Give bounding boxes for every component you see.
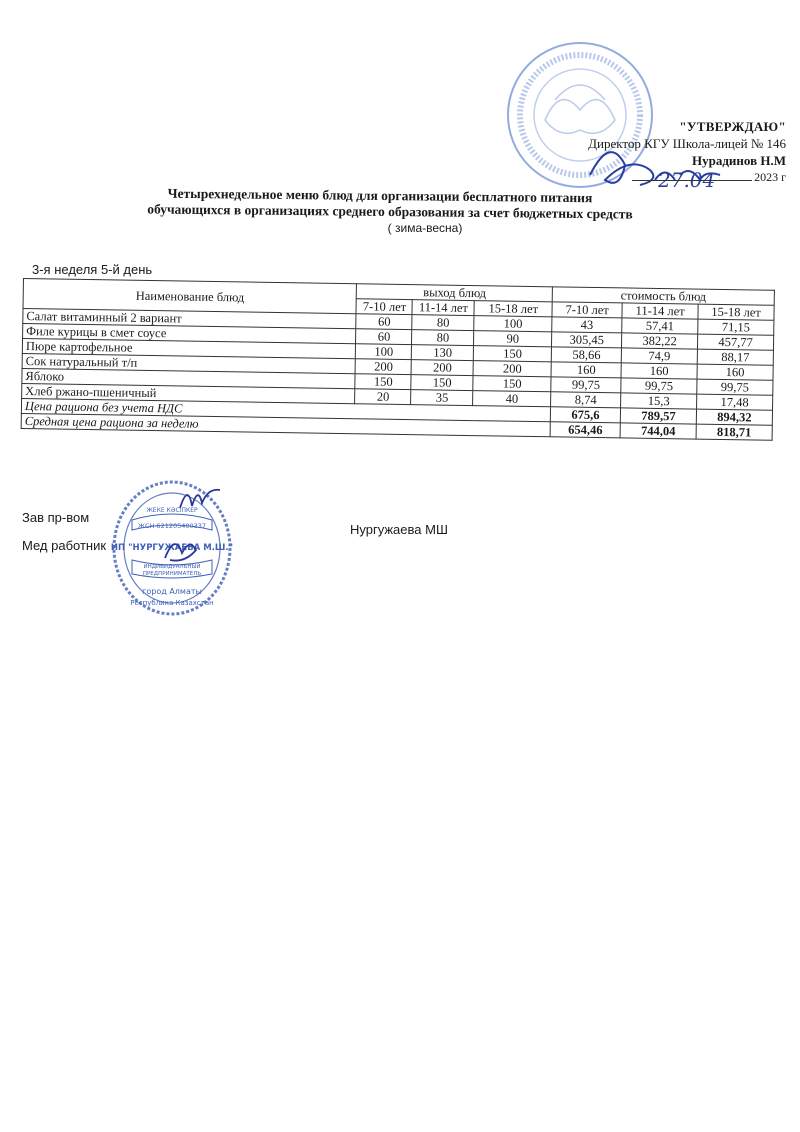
approval-year: 2023 г (754, 170, 786, 184)
dish-name: Филе курицы в смет соусе (23, 324, 357, 344)
cost-value: 71,15 (698, 319, 774, 335)
header-output: выход блюд (357, 284, 553, 302)
header-output-age: 11-14 лет (412, 300, 474, 316)
output-value: 60 (356, 314, 412, 330)
weekly-cost: 744,04 (620, 423, 696, 439)
output-value: 150 (474, 346, 552, 362)
title-season: ( зима-весна) (387, 221, 463, 235)
output-value: 130 (412, 345, 474, 361)
total-label: Цена рациона без учета НДС (21, 398, 550, 421)
cost-value: 74,9 (621, 348, 697, 364)
output-value: 100 (474, 316, 552, 332)
dish-name: Хлеб ржано-пшеничный (22, 383, 356, 403)
menu-table (21, 278, 775, 441)
total-cost: 894,32 (696, 409, 772, 425)
cost-value: 15,3 (621, 393, 697, 409)
output-value: 200 (355, 359, 411, 375)
svg-text:ПРЕДПРИНИМАТЕЛЬ: ПРЕДПРИНИМАТЕЛЬ (142, 571, 202, 577)
weekly-label: Средная цена рациона за неделю (21, 413, 550, 436)
output-value: 150 (355, 374, 411, 390)
output-value: 150 (411, 375, 473, 391)
approver-name: Нурадинов Н.М (692, 153, 786, 168)
output-value: 40 (473, 391, 551, 407)
cost-value: 43 (552, 317, 622, 333)
header-cost: стоимость блюд (552, 287, 774, 305)
document-title (0, 185, 800, 236)
week-day-label: 3-я неделя 5-й день (32, 262, 153, 277)
output-value: 80 (412, 330, 474, 346)
cost-value: 99,75 (621, 378, 697, 394)
weekly-cost: 818,71 (696, 424, 772, 440)
header-output-age: 15-18 лет (474, 301, 552, 317)
header-cost-age: 15-18 лет (698, 304, 774, 320)
cost-value: 160 (697, 364, 773, 380)
menu-table-wrapper (21, 278, 783, 441)
dish-name: Пюре картофельное (22, 339, 356, 359)
header-output-age: 7-10 лет (356, 299, 412, 315)
cost-value: 382,22 (622, 333, 698, 349)
cost-value: 17,48 (697, 394, 773, 410)
header-dish-name: Наименование блюд (23, 279, 357, 314)
title-line-1: Четырехнедельное меню блюд для организации бесплатного питания (167, 185, 593, 206)
total-cost: 675,6 (550, 407, 620, 423)
output-value: 150 (473, 376, 551, 392)
output-value: 200 (473, 361, 551, 377)
cost-value: 99,75 (697, 379, 773, 395)
approval-date (588, 169, 786, 186)
svg-text:27.04: 27.04 (658, 168, 716, 192)
svg-text:ИП "НУРГУЖАЕВА М.Ш.": ИП "НУРГУЖАЕВА М.Ш." (110, 543, 234, 553)
entrepreneur-stamp-icon (110, 478, 235, 618)
medical-worker-label: Мед работник (22, 538, 107, 553)
cost-value: 57,41 (622, 318, 698, 334)
output-value: 20 (355, 389, 411, 405)
output-value: 200 (411, 360, 473, 376)
cost-value: 8,74 (551, 392, 621, 408)
output-value: 60 (356, 329, 412, 345)
date-line (632, 170, 752, 181)
output-value: 90 (474, 331, 552, 347)
header-cost-age: 11-14 лет (622, 303, 698, 319)
cost-value: 160 (551, 362, 621, 378)
cost-value: 99,75 (551, 377, 621, 393)
cost-value: 88,17 (697, 349, 773, 365)
cost-value: 160 (621, 363, 697, 379)
dish-name: Яблоко (22, 368, 356, 388)
svg-text:ЖЕКЕ КӘСІПКЕР: ЖЕКЕ КӘСІПКЕР (146, 507, 198, 514)
approval-block (588, 118, 786, 186)
weekly-cost: 654,46 (550, 422, 620, 438)
cost-value: 58,66 (551, 347, 621, 363)
cost-value: 457,77 (697, 334, 773, 350)
svg-text:ЖСН 621205400337: ЖСН 621205400337 (137, 522, 207, 530)
approver-position: Директор КГУ Школа-лицей № 146 (588, 136, 786, 151)
output-value: 80 (412, 315, 474, 331)
production-head-label: Зав пр-вом (22, 510, 90, 525)
svg-text:ИНДИВИДУАЛЬНЫЙ: ИНДИВИДУАЛЬНЫЙ (143, 564, 201, 570)
svg-text:Республика Казахстан: Республика Казахстан (130, 599, 214, 607)
header-cost-age: 7-10 лет (552, 302, 622, 318)
svg-text:город Алматы: город Алматы (142, 587, 202, 596)
signer-name: Нургужаева МШ (350, 522, 448, 537)
output-value: 100 (356, 344, 412, 360)
title-line-2: обучающихся в организациях среднего образования за счет бюджетных средств (147, 201, 633, 222)
output-value: 35 (411, 390, 473, 406)
dish-name: Салат витаминный 2 вариант (23, 309, 357, 329)
total-cost: 789,57 (620, 408, 696, 424)
approval-heading: "УТВЕРЖДАЮ" (679, 119, 786, 134)
cost-value: 305,45 (552, 332, 622, 348)
dish-name: Сок натуральный т/п (22, 353, 356, 373)
